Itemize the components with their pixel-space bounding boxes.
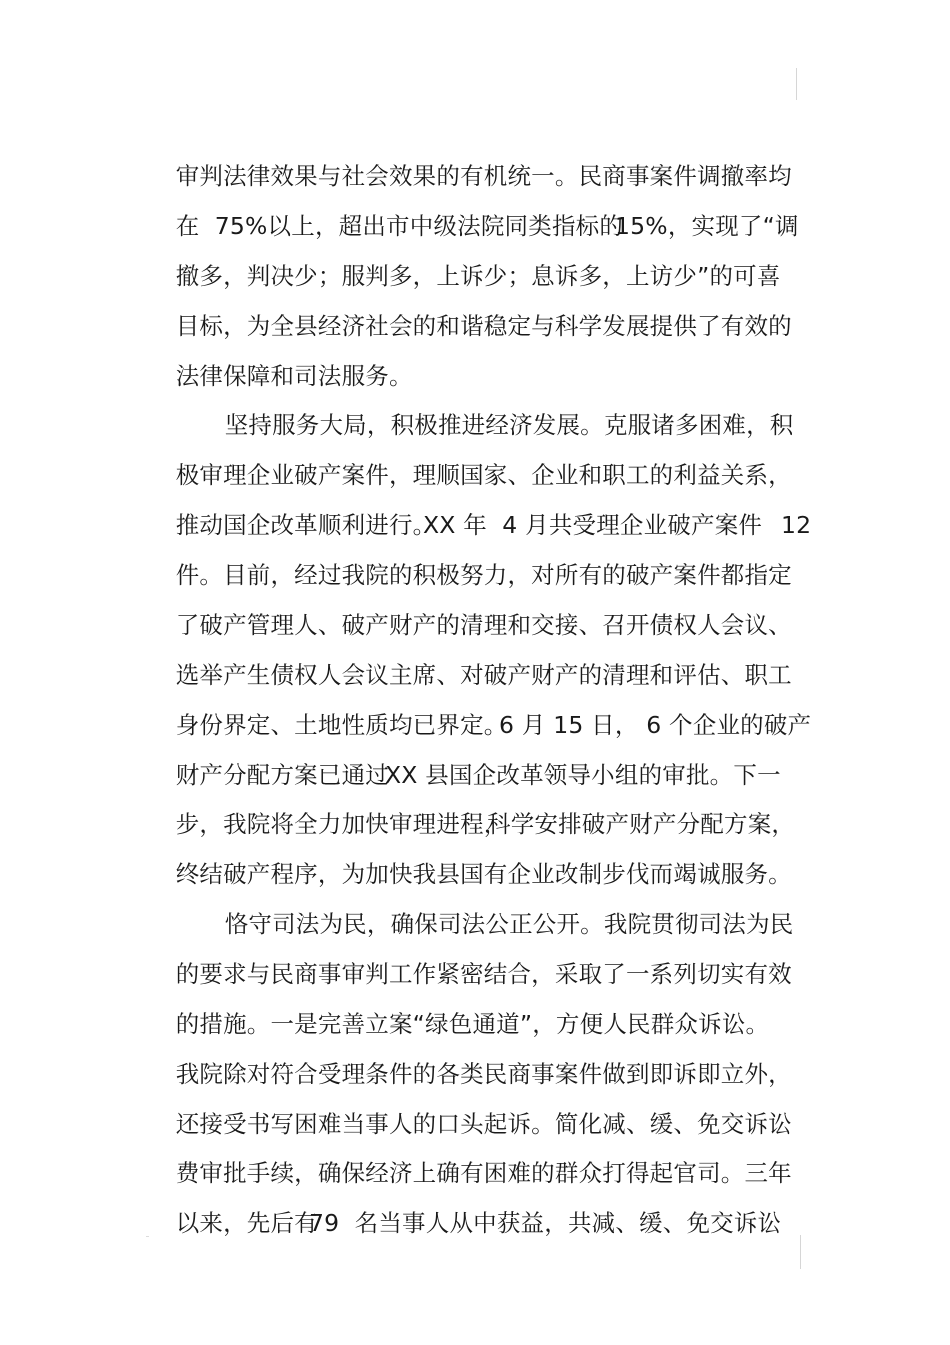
text-segment: 终结破产程序，为加快我县国有企业改制步伐而竭诚服务。: [175, 860, 792, 888]
text-line: [145, 1023, 792, 1088]
text-line: [145, 624, 792, 689]
text-segment: 79 名当事人从中获益，共减、缓、免交诉讼: [309, 1209, 782, 1237]
paragraph-first-line: [194, 873, 794, 938]
text-segment: 步，我院将全力加快审理进程，: [175, 810, 508, 838]
text-line: [145, 225, 781, 290]
text-segment: 15%，实现了“调: [615, 212, 799, 240]
text-segment: 极审理企业破产案件，理顺国家、企业和职工的利益关系，: [175, 461, 792, 489]
text-segment: XX 县国企改革领导小组的审批。下一: [385, 761, 781, 789]
text-segment: 科学安排破产财产分配方案，: [487, 810, 796, 838]
text-line: [145, 524, 792, 589]
text-line: [145, 1122, 792, 1187]
text-line: [145, 973, 770, 1038]
text-segment: 了破产管理人、破产财产的清理和交接、召开债权人会议、: [175, 611, 792, 639]
text-line: [145, 424, 792, 489]
text-segment: 12: [781, 511, 812, 539]
text-segment: 选举产生债权人会议主席、对破产财产的清理和评估、职工: [175, 661, 792, 689]
text-segment: 以来，先后有: [175, 1209, 318, 1237]
text-segment: 审判法律效果与社会效果的有机统一。民商事案件调撤率均: [175, 162, 792, 190]
text-segment: 我院除对符合受理条件的各类民商事案件做到即诉即立外，: [175, 1060, 792, 1088]
text-line: [145, 125, 792, 190]
text-segment: 在 75%以上，超出市中级法院同类指标的: [175, 212, 624, 240]
text-segment: 目标，为全县经济社会的和谐稳定与科学发展提供了有效的: [175, 312, 792, 340]
text-segment: 的措施。一是完善立案“绿色通道”，方便人民群众诉讼。: [175, 1010, 770, 1038]
text-segment: 6 月 15 日， 6 个企业的破产: [499, 711, 812, 739]
text-segment: 法律保障和司法服务。: [175, 362, 413, 390]
text-line: [145, 574, 792, 639]
text-line: [145, 325, 413, 390]
text-segment: 推动国企改革顺利进行。: [175, 511, 437, 539]
text-segment: 身份界定、土地性质均已界定。: [175, 711, 508, 739]
text-line: [145, 823, 792, 888]
text-segment: 坚持服务大局，积极推进经济发展。克服诸多困难，积: [224, 411, 794, 439]
text-line: [145, 1073, 792, 1138]
text-segment: 还接受书写困难当事人的口头起诉。简化减、缓、免交诉讼: [175, 1110, 792, 1138]
text-segment: 恪守司法为民，确保司法公正公开。我院贯彻司法为民: [224, 910, 794, 938]
text-line: [145, 275, 792, 340]
text-segment: 财产分配方案已通过: [175, 761, 389, 789]
text-segment: 费审批手续，确保经济上确有困难的群众打得起官司。三年: [175, 1159, 792, 1187]
paragraph-first-line: [194, 374, 794, 439]
text-segment: 的要求与民商事审判工作紧密结合，采取了一系列切实有效: [175, 960, 792, 988]
page-edge-mark-bottom: [800, 1235, 801, 1269]
page-edge-mark-top: [796, 68, 797, 100]
text-segment: 件。目前，经过我院的积极努力，对所有的破产案件都指定: [175, 561, 792, 589]
text-segment: XX 年 4 月共受理企业破产案件: [423, 511, 763, 539]
text-segment: 撤多，判决少；服判多，上诉少；息诉多，上访少”的可喜: [175, 262, 781, 290]
text-line: [145, 923, 792, 988]
